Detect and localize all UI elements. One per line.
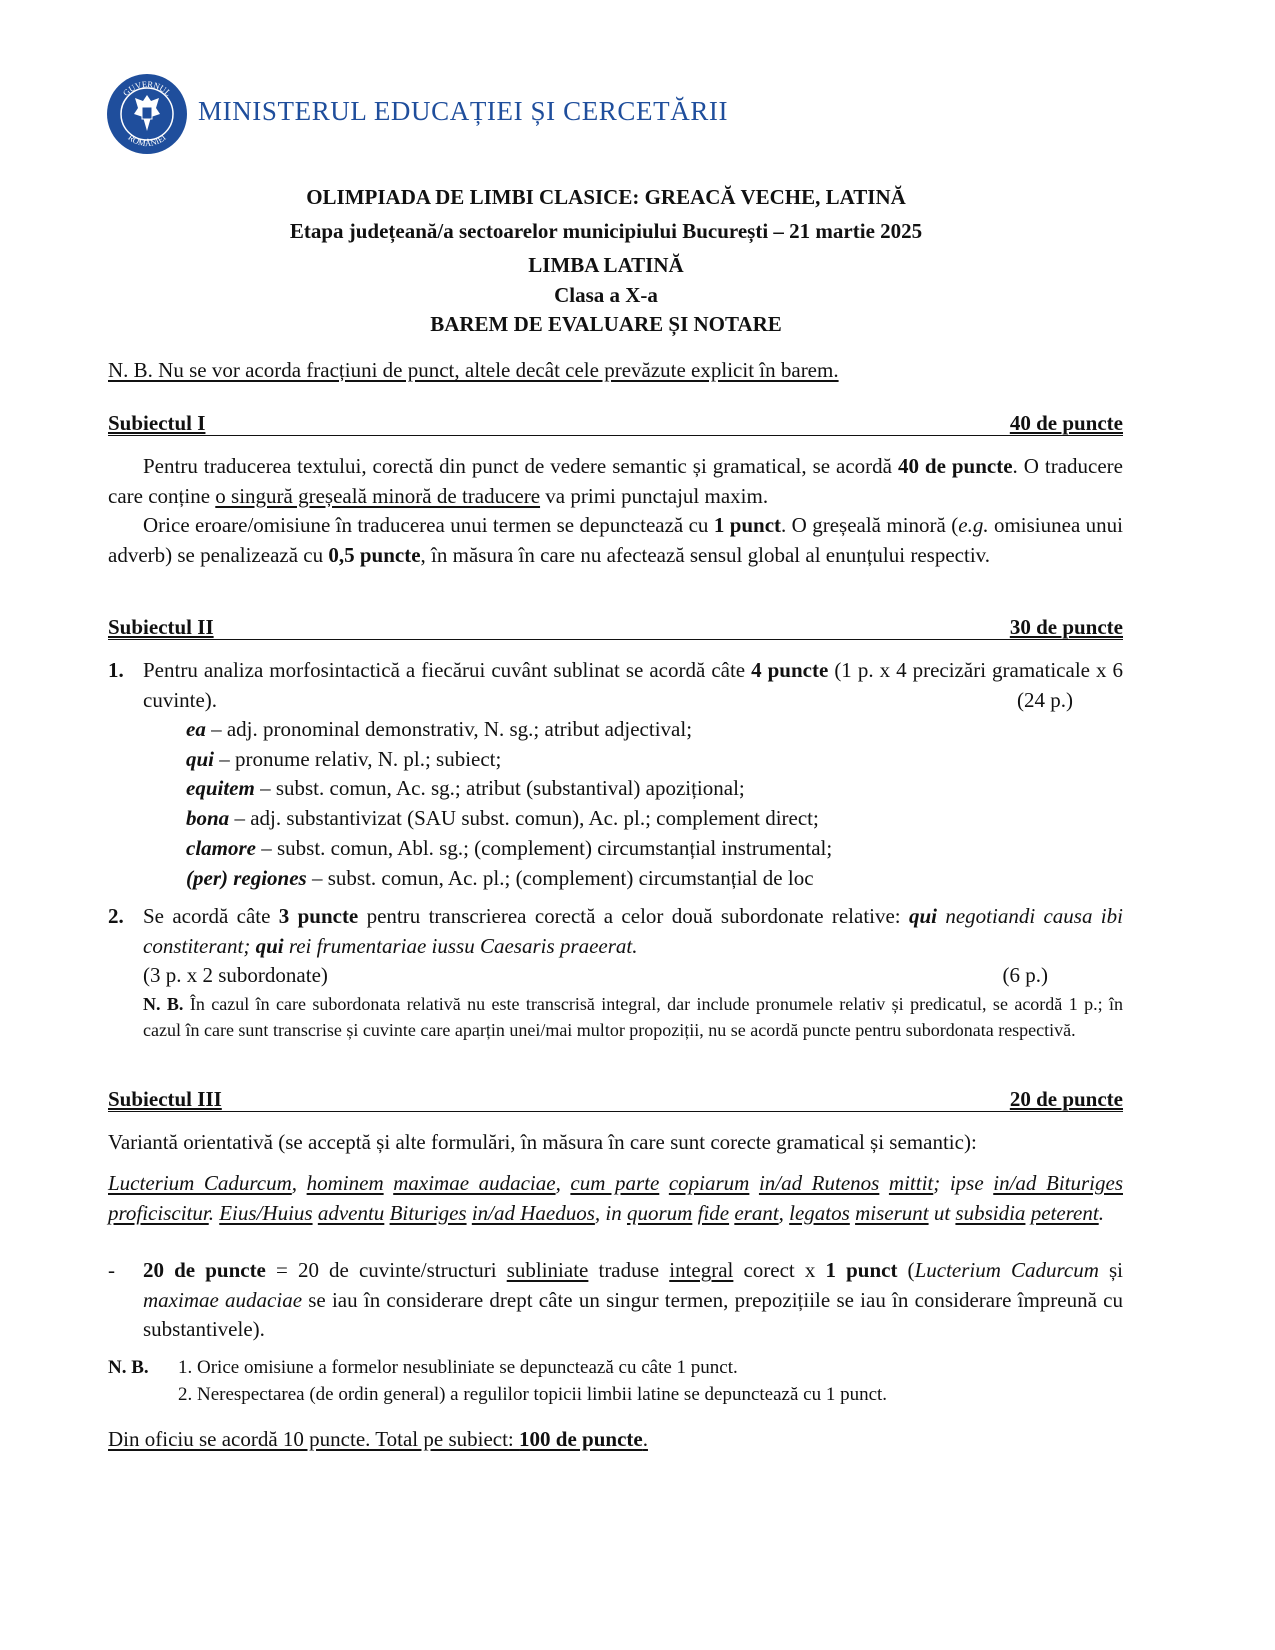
- text-segment: (1 p. x 4 precizări gramaticale x 6 cuvinte).: [143, 658, 1123, 712]
- olympiad-title: OLIMPIADA DE LIMBI CLASICE: GREACĂ VECHE, LATINĂ: [306, 185, 906, 209]
- paragraph: [108, 511, 1123, 570]
- text-segment: 0,5 puncte: [328, 542, 421, 567]
- section-3-header: [108, 1087, 1123, 1112]
- text-segment: Eius/Huius: [219, 1200, 313, 1225]
- text-segment: copiarum: [668, 1171, 750, 1195]
- text-segment: ,: [555, 1171, 571, 1195]
- text-segment: ,: [291, 1171, 307, 1195]
- text-segment: = 20 de cuvinte/structuri: [265, 1258, 507, 1282]
- text-segment: corect x: [733, 1258, 826, 1282]
- text-segment: miserunt: [855, 1200, 929, 1225]
- text-segment: (: [897, 1258, 915, 1282]
- item-points: (6 p.): [1002, 963, 1048, 987]
- text-segment: .: [1098, 1200, 1104, 1225]
- note-label: N. B.: [108, 1357, 149, 1378]
- text-segment: omisiunea unui adverb) se penalizează cu: [108, 513, 1123, 567]
- section-points: 20 de puncte: [1009, 1087, 1123, 1111]
- section-3-note: [108, 1354, 1123, 1408]
- text-segment: 3 puncte: [278, 904, 359, 928]
- text-segment: – pronume relativ, N. pl.; subiect;: [214, 746, 502, 771]
- text-segment: o singură greșeală minoră de traducere: [215, 483, 541, 508]
- item-2: [108, 902, 1123, 1044]
- text-segment: [879, 1171, 889, 1195]
- text-segment: Se acordă câte: [143, 904, 279, 928]
- analysis-item: [186, 715, 1123, 745]
- text-segment: , in: [594, 1200, 627, 1225]
- text-segment: 40 de puncte: [897, 454, 1013, 478]
- text-segment: N. B.: [143, 993, 184, 1014]
- text-segment: (per) regiones: [186, 865, 307, 890]
- text-segment: in/ad Haeduos: [471, 1200, 595, 1225]
- text-segment: Pentru analiza morfosintactică a fiecărui cuvânt sublinat se acordă câte: [143, 658, 752, 682]
- dash: -: [108, 1258, 115, 1282]
- item-number: 1.: [108, 658, 124, 682]
- text-segment: in/ad Bituriges: [993, 1171, 1123, 1195]
- text-segment: 20 de puncte: [143, 1258, 266, 1282]
- item-text: [143, 902, 1123, 961]
- text-segment: quorum: [626, 1200, 693, 1225]
- text-segment: .: [208, 1200, 220, 1225]
- paragraph: [108, 452, 1123, 511]
- intro: Variantă orientativă (se acceptă și alte formulări, în măsura în care sunt corecte gramatical și semantic):: [108, 1130, 977, 1154]
- svg-text:ROMÂNIEI: ROMÂNIEI: [126, 132, 168, 149]
- total-note: [108, 1425, 1123, 1455]
- text-segment: Din oficiu se acordă 10 puncte. Total pe subiect:: [108, 1427, 520, 1451]
- text-segment: Bituriges: [389, 1200, 467, 1225]
- text-segment: traduse: [588, 1258, 670, 1282]
- text-segment: 100 de puncte: [519, 1427, 643, 1451]
- text-segment: subliniate: [506, 1258, 589, 1282]
- text-segment: .: [642, 1427, 648, 1451]
- text-segment: se iau în considerare drept câte un singur termen, prepozițiile se iau în considerare împreună cu substantivele).: [143, 1287, 1123, 1341]
- section-title: Subiectul I: [108, 411, 206, 435]
- text-segment: qui: [255, 933, 284, 958]
- text-segment: 1 punct: [825, 1258, 898, 1282]
- text-segment: 4 puncte: [751, 658, 829, 682]
- text-segment: ut: [928, 1200, 956, 1225]
- text-segment: maximae audaciae: [143, 1287, 303, 1312]
- text-segment: clamore: [186, 835, 256, 860]
- analysis-item: [186, 774, 1123, 804]
- text-segment: , în măsura în care nu afectează sensul global al enunțului respectiv.: [420, 542, 991, 567]
- text-segment: hominem: [306, 1171, 384, 1195]
- text-segment: și: [1098, 1258, 1124, 1282]
- text-segment: rei frumentariae iussu Caesaris praeerat.: [283, 933, 638, 958]
- subject-language: LIMBA LATINĂ: [528, 253, 684, 277]
- text-segment: va primi punctajul maxim.: [540, 483, 769, 508]
- item-note: [143, 991, 1123, 1044]
- text-segment: negotiandi causa ibi constiterant;: [143, 904, 1123, 958]
- text-segment: e.g.: [958, 513, 989, 537]
- text-segment: subsidia: [955, 1200, 1026, 1225]
- text-segment: mittit: [888, 1171, 934, 1195]
- text-segment: proficiscitur: [108, 1200, 209, 1225]
- analysis-item: [186, 804, 1123, 834]
- text-segment: [659, 1171, 669, 1195]
- text-segment: . O traducere care conține: [108, 454, 1123, 508]
- text-segment: 1 punct: [713, 513, 782, 537]
- text-segment: Orice eroare/omisiune în traducerea unui termen se depunctează cu: [143, 513, 714, 537]
- text-segment: – subst. comun, Abl. sg.; (complement) circumstanțial instrumental;: [255, 835, 833, 860]
- text-segment: maximae audaciae: [393, 1171, 556, 1195]
- note-item: 1. Orice omisiune a formelor nesubliniate se depunctează cu câte 1 punct.: [178, 1357, 738, 1378]
- government-seal-logo: [106, 73, 188, 155]
- text-segment: qui: [186, 746, 215, 771]
- text-segment: – subst. comun, Ac. pl.; (complement) circumstanțial de loc: [306, 865, 814, 890]
- text-segment: ea: [186, 717, 206, 741]
- text-segment: În cazul în care subordonata relativă nu este transcrisă integral, dar include pronumele relativ și predicatul, se acordă 1 p.; în cazul în care sunt transcrise și cuvinte care aparțin unei/mai multor propoziții, nu se acordă puncte pentru subordonata respectivă.: [143, 993, 1124, 1040]
- item-calc: (3 p. x 2 subordonate): [143, 963, 328, 987]
- text-segment: erant: [734, 1200, 779, 1225]
- text-segment: qui: [908, 904, 937, 928]
- text-segment: . O greșeală minoră (: [781, 513, 959, 537]
- section-title: Subiectul III: [108, 1087, 222, 1111]
- section-1-header: [108, 411, 1123, 436]
- section-title: Subiectul II: [108, 615, 214, 639]
- text-segment: fide: [697, 1200, 730, 1225]
- ministry-name: MINISTERUL EDUCAȚIEI ȘI CERCETĂRII: [198, 96, 729, 126]
- text-segment: pentru transcrierea corectă a celor două subordonate relative:: [358, 904, 909, 928]
- text-segment: Lucterium Cadurcum: [914, 1258, 1099, 1282]
- item-text: [143, 658, 1123, 712]
- scoring-text: [108, 1256, 1123, 1345]
- item-1: [108, 656, 1123, 893]
- svg-text:GUVERNUL: GUVERNUL: [120, 78, 174, 98]
- text-segment: Lucterium Cadurcum: [108, 1171, 292, 1195]
- text-segment: integral: [669, 1258, 734, 1282]
- text-segment: – adj. pronominal demonstrativ, N. sg.; atribut adjectival;: [205, 717, 693, 741]
- text-segment: cum parte: [570, 1171, 660, 1195]
- text-segment: Pentru traducerea textului, corectă din punct de vedere semantic și gramatical, se acordă: [143, 454, 898, 478]
- section-points: 30 de puncte: [1009, 615, 1123, 639]
- item-number: 2.: [108, 904, 124, 928]
- text-segment: peterent: [1030, 1200, 1099, 1225]
- text-segment: in/ad Rutenos: [758, 1171, 880, 1195]
- text-segment: bona: [186, 806, 230, 831]
- note-item: 2. Nerespectarea (de ordin general) a regulilor topicii limbii latine se depunctează cu 1 punct.: [178, 1384, 888, 1405]
- document-title: BAREM DE EVALUARE ȘI NOTARE: [430, 312, 782, 336]
- section-2-header: [108, 615, 1123, 640]
- text-segment: equitem: [186, 776, 255, 801]
- text-segment: ,: [778, 1200, 790, 1225]
- text-segment: legatos: [789, 1200, 850, 1225]
- text-segment: [749, 1171, 759, 1195]
- text-segment: [384, 1171, 394, 1195]
- text-segment: adventu: [317, 1200, 385, 1225]
- analysis-item: [186, 864, 1123, 894]
- analysis-list: [108, 715, 1123, 893]
- text-segment: – adj. substantivizat (SAU subst. comun), Ac. pl.; complement direct;: [229, 806, 819, 831]
- item-points: (24 p.): [1017, 687, 1073, 712]
- latin-translation: [108, 1169, 1123, 1228]
- analysis-item: [186, 745, 1123, 775]
- text-segment: ; ipse: [933, 1171, 994, 1195]
- text-segment: – subst. comun, Ac. sg.; atribut (substantival) apozițional;: [254, 776, 745, 801]
- section-points: 40 de puncte: [1009, 411, 1123, 435]
- scoring-rule: [108, 1256, 1123, 1345]
- grade: Clasa a X-a: [554, 283, 658, 307]
- analysis-item: [186, 834, 1123, 864]
- stage-date: Etapa județeană/a sectoarelor municipiului București – 21 martie 2025: [289, 219, 923, 243]
- general-note: N. B. Nu se vor acorda fracțiuni de punct, altele decât cele prevăzute explicit în barem.: [108, 358, 839, 382]
